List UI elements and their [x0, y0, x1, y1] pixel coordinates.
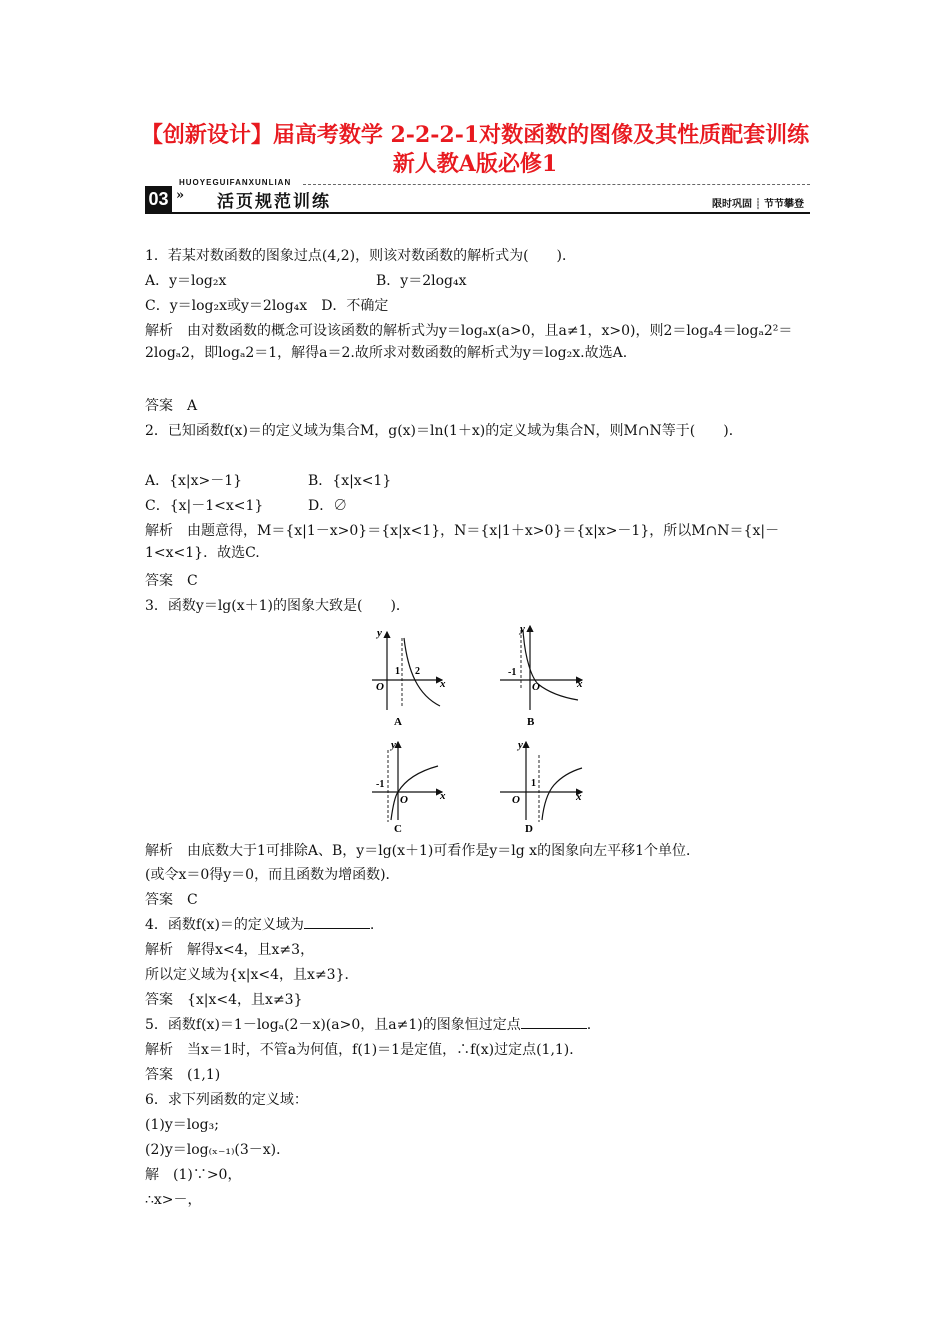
graph-d	[500, 739, 582, 835]
q2-options-ab	[145, 470, 810, 492]
graph-d-mark: 1	[531, 778, 536, 789]
graph-c-x-label: x	[440, 790, 446, 802]
graph-a-mark-1: 1	[395, 666, 400, 677]
q3-analysis-line2: (或令x＝0得y＝0，而且函数为增函数)．	[145, 867, 400, 883]
q4-stem-text: 4．函数f(x)＝的定义域为	[145, 917, 304, 933]
graph-b-caption: B	[527, 716, 535, 728]
q2-options-cd	[145, 495, 810, 517]
graph-b	[500, 623, 583, 728]
q5-stem-text: 5．函数f(x)＝1－logₐ(2－x)(a>0，且a≠1)的图象恒过定点	[145, 1017, 521, 1033]
graph-a-y-label: y	[377, 627, 382, 639]
banner-pinyin: HUOYEGUIFANXUNLIAN	[179, 178, 292, 187]
q2-option-c: C．{x|－1<x<1}	[145, 498, 264, 514]
graph-d-y-label: y	[518, 739, 523, 751]
q4-answer-blank	[304, 916, 370, 929]
banner-slogan	[712, 195, 804, 210]
graph-a-mark-2: 2	[415, 666, 420, 677]
q5-stem	[145, 1014, 810, 1036]
q5-stem-end: .	[586, 1017, 592, 1033]
graph-b-origin: O	[532, 681, 540, 693]
graph-d-x-label: x	[576, 791, 582, 803]
q4-analysis-line1: 解析 解得x<4，且x≠3，	[145, 942, 315, 958]
q6-stem: 6．求下列函数的定义域：	[145, 1092, 308, 1108]
banner-underline	[145, 212, 810, 214]
q4-answer: 答案 {x|x<4，且x≠3}	[145, 992, 303, 1008]
page-title: 【创新设计】届高考数学 2-2-2-1对数函数的图像及其性质配套训练 新人教A版必修1	[140, 122, 810, 177]
q3-graphs-figure	[360, 620, 600, 840]
graph-c-y-label: y	[391, 739, 396, 751]
q1-analysis: 解析 由对数函数的概念可设该函数的解析式为y＝logₐx(a>0，且a≠1，x>0)，则2＝logₐ4＝logₐ2²＝2logₐ2，即logₐ2＝1，解得a＝2.故所求对数函数的解析式为y＝log₂x.故选A.	[145, 323, 793, 361]
q6-part2: (2)y＝log₍ₓ₋₁₎(3－x)．	[145, 1142, 291, 1158]
q1-option-b: B．y＝2log₄x	[376, 273, 467, 289]
graph-b-x-label: x	[577, 678, 583, 690]
q5-analysis: 解析 当x＝1时，不管a为何值，f(1)＝1是定值，∴f(x)过定点(1,1)．	[145, 1042, 584, 1058]
q2-option-a: A．{x|x>－1}	[145, 473, 243, 489]
slogan-left: 限时巩固	[711, 199, 752, 210]
graph-b-mark: -1	[508, 667, 517, 678]
section-name: 活页规范训练	[217, 192, 331, 211]
q6-solution-line1: 解 (1)∵>0，	[145, 1167, 242, 1183]
q5-answer-blank	[521, 1016, 587, 1029]
banner-dashed-rule	[303, 184, 810, 185]
graph-c	[372, 739, 446, 835]
q2-option-b: B．{x|x<1}	[308, 473, 392, 489]
q5-answer: 答案 (1,1)	[145, 1067, 221, 1083]
graph-c-caption: C	[394, 823, 402, 835]
graph-a-caption: A	[394, 716, 402, 728]
q3-answer: 答案 C	[145, 892, 198, 908]
q6-part1: (1)y＝log₃;	[145, 1117, 219, 1133]
q1-option-a: A．y＝log₂x	[145, 273, 227, 289]
graph-d-caption: D	[525, 823, 533, 835]
q2-option-d: D．∅	[308, 498, 348, 514]
graph-a-curve	[404, 638, 440, 706]
q1-stem: 1．若某对数函数的图象过点(4,2)，则该对数函数的解析式为( )．	[145, 248, 577, 264]
graph-a	[372, 627, 446, 728]
section-banner	[145, 174, 810, 216]
q4-stem	[145, 914, 810, 936]
graph-c-mark: -1	[376, 779, 385, 790]
graph-a-origin: O	[376, 681, 384, 693]
q3-analysis-line1: 解析 由底数大于1可排除A、B，y＝lg(x＋1)可看作是y＝lg x的图象向左平移1个单位．	[145, 843, 700, 859]
graph-c-origin: O	[400, 794, 408, 806]
slogan-right: 节节攀登	[764, 199, 804, 210]
q6-solution-line2: ∴x>－，	[145, 1192, 202, 1208]
graph-b-y-label: y	[520, 623, 525, 635]
q2-analysis: 解析 由题意得，M＝{x|1－x>0}＝{x|x<1}，N＝{x|1＋x>0}＝{x|x>－1}，所以M∩N＝{x|－1<x<1}．故选C.	[145, 523, 780, 561]
slogan-separator: ┊	[754, 199, 761, 210]
q2-answer: 答案 C	[145, 573, 198, 589]
section-number-badge: 03	[145, 186, 172, 212]
q1-options-ab	[145, 270, 810, 292]
q4-analysis-line2: 所以定义域为{x|x<4，且x≠3}．	[145, 967, 359, 983]
graph-d-origin: O	[512, 794, 520, 806]
graph-a-x-label: x	[440, 678, 446, 690]
q4-stem-end: .	[369, 917, 375, 933]
q2-stem: 2．已知函数f(x)＝的定义域为集合M，g(x)＝ln(1＋x)的定义域为集合N，则M∩N等于( )．	[145, 423, 743, 439]
q1-answer: 答案 A	[145, 398, 198, 414]
double-arrow-icon: »	[176, 188, 185, 203]
q1-options-cd: C．y＝log₂x或y＝2log₄x D．不确定	[145, 298, 389, 314]
q3-stem: 3．函数y＝lg(x＋1)的图象大致是( )．	[145, 598, 410, 614]
